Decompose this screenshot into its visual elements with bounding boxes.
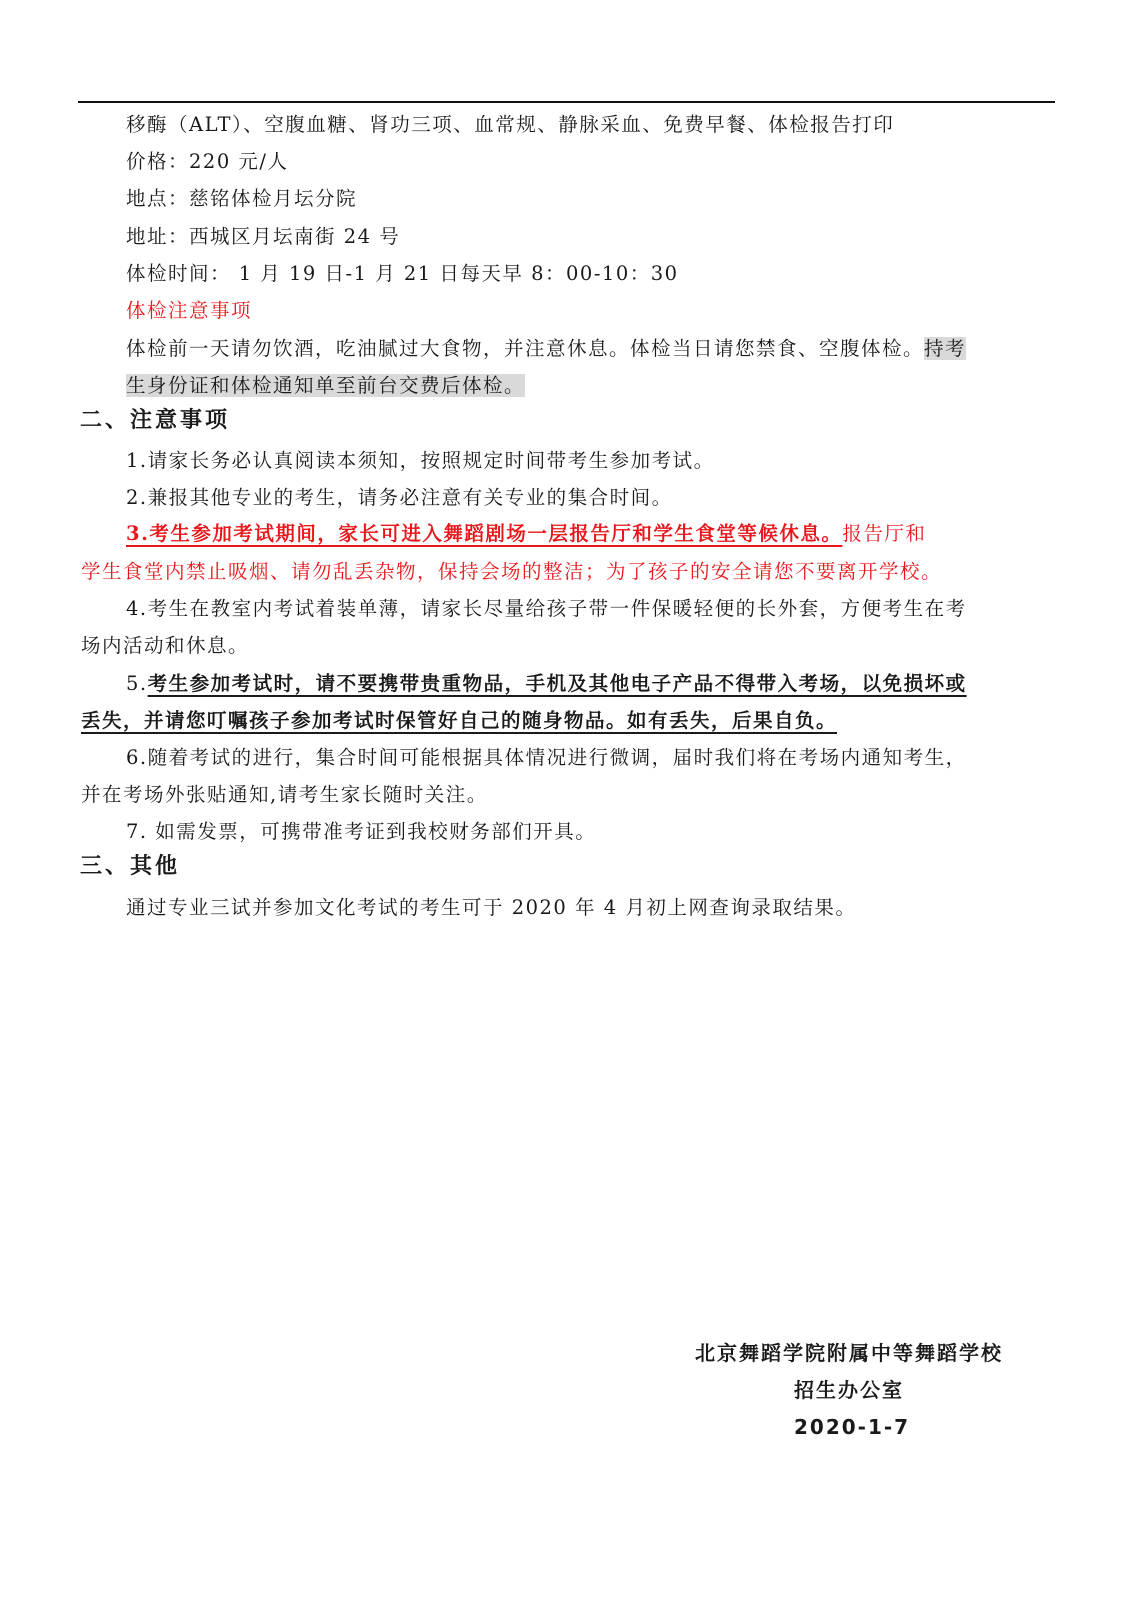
notice-line-2 xyxy=(126,373,525,399)
note-item-6: 6.随着考试的进行，集合时间可能根据具体情况进行微调，届时我们将在考场内通知考生， xyxy=(126,746,967,769)
note-item-5-number: 5. xyxy=(126,672,148,695)
note-item-5-emphasis: 考生参加考试时，请不要携带贵重物品，手机及其他电子产品不得带入考场，以免损坏或 xyxy=(147,672,967,695)
note-item-2: 2.兼报其他专业的考生，请务必注意有关专业的集合时间。 xyxy=(126,486,673,509)
note-item-7: 7. 如需发票，可携带准考证到我校财务部们开具。 xyxy=(126,820,597,843)
exam-items-line: 移酶（ALT）、空腹血糖、肾功三项、血常规、静脉采血、免费早餐、体检报告打印 xyxy=(126,113,895,136)
note-item-3-line-2: 学生食堂内禁止吸烟、请勿乱丢杂物，保持会场的整洁；为了孩子的安全请您不要离开学校。 xyxy=(81,560,943,583)
note-item-4-line-2: 场内活动和休息。 xyxy=(81,634,250,657)
section-heading-notes: 二、注意事项 xyxy=(80,407,231,433)
note-item-4: 4.考生在教室内考试着装单薄，请家长尽量给孩子带一件保暖轻便的长外套，方便考生在考 xyxy=(126,597,967,620)
price-line: 价格：220 元/人 xyxy=(126,150,289,173)
location-line: 地点：慈铭体检月坛分院 xyxy=(126,187,358,210)
note-item-3-emphasis: 3.考生参加考试期间，家长可进入舞蹈剧场一层报告厅和学生食堂等候休息。 xyxy=(126,522,843,545)
signature-school: 北京舞蹈学院附属中等舞蹈学校 xyxy=(695,1341,1003,1365)
notice-text: 体检前一天请勿饮酒，吃油腻过大食物，并注意休息。体检当日请您禁食、空腹体检。 xyxy=(126,337,925,360)
section-heading-other: 三、其他 xyxy=(80,853,181,879)
address-line: 地址：西城区月坛南街 24 号 xyxy=(126,225,401,248)
note-item-3 xyxy=(126,521,926,547)
note-item-3-rest: 报告厅和 xyxy=(842,522,927,545)
note-item-1: 1.请家长务必认真阅读本须知，按照规定时间带考生参加考试。 xyxy=(126,449,715,472)
notice-highlight-2: 生身份证和体检通知单至前台交费后体检。 xyxy=(126,374,526,397)
signature-date: 2020-1-7 xyxy=(794,1415,911,1439)
note-item-6-line-2: 并在考场外张贴通知,请考生家长随时关注。 xyxy=(81,783,488,806)
exam-time-line: 体检时间： 1 月 19 日-1 月 21 日每天早 8：00-10：30 xyxy=(126,262,679,285)
signature-office: 招生办公室 xyxy=(794,1378,904,1402)
notice-line-1 xyxy=(126,336,966,362)
notice-highlight: 持考 xyxy=(924,337,967,360)
note-item-5 xyxy=(126,671,967,697)
header-rule xyxy=(78,101,1055,103)
notice-title: 体检注意事项 xyxy=(126,299,253,322)
other-text: 通过专业三试并参加文化考试的考生可于 2020 年 4 月初上网查询录取结果。 xyxy=(126,896,857,919)
note-item-5-line-2: 丢失，并请您叮嘱孩子参加考试时保管好自己的随身物品。如有丢失，后果自负。 xyxy=(81,709,838,732)
